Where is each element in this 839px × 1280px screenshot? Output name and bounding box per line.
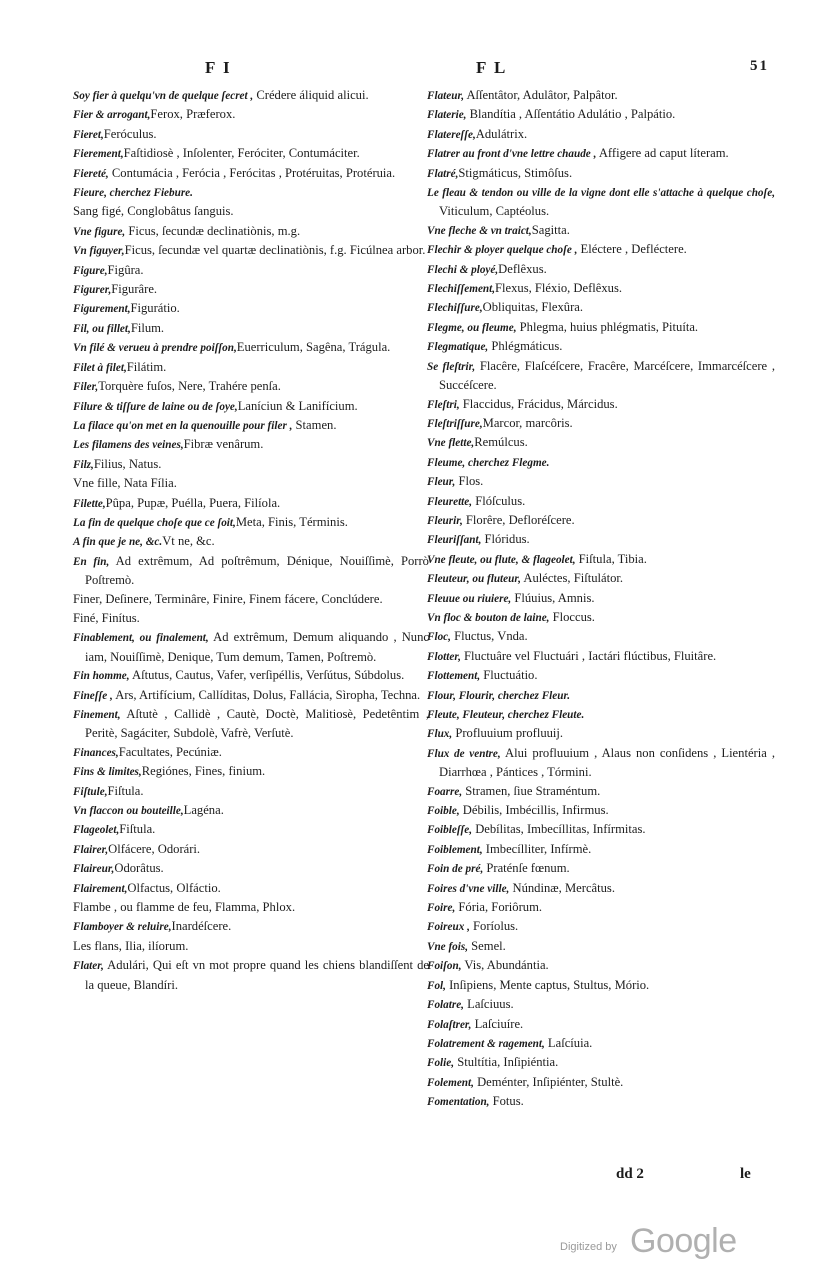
- french-headword: Fomentation,: [427, 1096, 490, 1109]
- french-headword: Vn flaccon ou bouteille,: [73, 805, 184, 818]
- dictionary-entry: [73, 686, 429, 705]
- latin-translation: Foríolus.: [469, 919, 519, 934]
- french-headword: Floc,: [427, 631, 451, 644]
- latin-translation: Sagitta.: [531, 222, 570, 237]
- french-headword: Flatrer au front d'vne lettre chaude ,: [427, 148, 597, 161]
- latin-translation: Torquère fuſos, Nere, Trahére penſa.: [98, 379, 281, 394]
- dictionary-entry: [73, 435, 429, 454]
- latin-translation: Deménter, Inſipiénter, Stultè.: [473, 1074, 624, 1089]
- french-headword: Fleurette,: [427, 495, 473, 508]
- dictionary-entry: [73, 222, 429, 241]
- latin-translation: Olfactus, Olfáctio.: [127, 880, 221, 895]
- french-headword: Fleurir,: [427, 514, 463, 527]
- latin-translation: Vne fille, Nata Fília.: [73, 476, 177, 491]
- french-headword: Fins & limites,: [73, 766, 142, 779]
- dictionary-entry: [427, 125, 775, 144]
- french-headword: Fin homme,: [73, 670, 130, 683]
- latin-translation: Aſtutus, Cautus, Vafer, verſipéllis, Verſútus, Súbdolus.: [129, 668, 405, 683]
- latin-translation: Fiſtula, Tibia.: [575, 551, 647, 566]
- latin-translation: Affigere ad caput líteram.: [596, 146, 729, 161]
- dictionary-entry: [73, 609, 429, 628]
- latin-translation: Regiónes, Fines, finium.: [141, 764, 266, 779]
- latin-translation: Flóridus.: [481, 532, 530, 547]
- dictionary-entry: [427, 995, 775, 1014]
- dictionary-entry: [73, 782, 429, 801]
- french-headword: Folie,: [427, 1057, 455, 1070]
- dictionary-entry: [427, 240, 775, 259]
- dictionary-entry: [427, 705, 775, 724]
- french-headword: Figure,: [73, 264, 108, 277]
- latin-translation: Euerriculum, Sagêna, Trágula.: [236, 340, 391, 355]
- latin-translation: Aſtutè , Callidè , Cautè, Doctè, Malitiosè, Pedetêntim , Peritè, Sagáciter, Subdolè, Vafrè, Verſutè.: [85, 707, 429, 741]
- french-headword: Flairer,: [73, 843, 109, 856]
- right-column: [427, 86, 775, 1112]
- latin-translation: Fibræ venârum.: [183, 437, 264, 452]
- latin-translation: Praténſe fœnum.: [483, 861, 570, 876]
- latin-translation: Laſcíuia.: [544, 1035, 593, 1050]
- french-headword: Folement,: [427, 1076, 474, 1089]
- dictionary-entry: [427, 86, 775, 105]
- dictionary-entry: [427, 530, 775, 549]
- dictionary-entry: [427, 569, 775, 588]
- latin-translation: Filátim.: [126, 359, 167, 374]
- latin-translation: Eléctere , Defléctere.: [577, 242, 687, 257]
- dictionary-entry: [427, 859, 775, 878]
- dictionary-entry: [427, 840, 775, 859]
- latin-translation: Fluctus, Vnda.: [450, 629, 528, 644]
- dictionary-entry: [427, 105, 775, 124]
- french-headword: Filer,: [73, 381, 99, 394]
- latin-translation: Ficus, ſecundæ declinatiònis, m.g.: [125, 223, 301, 238]
- french-headword: Les filamens des veines,: [73, 439, 184, 452]
- latin-translation: Núndinæ, Mercâtus.: [509, 880, 615, 895]
- dictionary-entry: [73, 241, 429, 260]
- catchword: le: [740, 1166, 751, 1182]
- french-headword: Flechi & ployé,: [427, 263, 499, 276]
- latin-translation: Deflêxus.: [498, 261, 547, 276]
- dictionary-entry: [427, 279, 775, 298]
- french-headword: Fier & arrogant,: [73, 109, 151, 122]
- french-headword: Fleume, cherchez Flegme.: [427, 456, 550, 469]
- latin-translation: Filius, Natus.: [93, 456, 162, 471]
- latin-translation: Alui profluuium , Alaus non conſidens , Lientéria , Diarrhœa , Pántices , Tórmini.: [439, 745, 775, 780]
- dictionary-entry: [427, 937, 775, 956]
- dictionary-entry: [73, 743, 429, 762]
- latin-translation: Flóſculus.: [472, 493, 526, 508]
- french-headword: Fierement,: [73, 148, 124, 161]
- french-headword: Vne figure,: [73, 225, 126, 238]
- french-headword: Finement,: [73, 709, 121, 721]
- header-middle-letters: F L: [476, 58, 508, 77]
- latin-translation: Floccus.: [549, 609, 595, 624]
- dictionary-entry: [427, 744, 775, 782]
- latin-translation: Stigmáticus, Stimôſus.: [458, 165, 573, 180]
- french-headword: Flottement,: [427, 670, 481, 683]
- dictionary-entry: [427, 357, 775, 395]
- dictionary-entry: [73, 552, 429, 590]
- french-headword: Fleſtriſſure,: [427, 417, 483, 430]
- latin-translation: Les flans, Ilia, ilíorum.: [73, 938, 189, 953]
- latin-translation: Contumácia , Ferócia , Ferócitas , Protéruitas, Protéruia.: [108, 165, 396, 180]
- dictionary-entry: [73, 261, 429, 280]
- french-headword: En fin,: [73, 555, 110, 568]
- french-headword: Flechiſſure,: [427, 302, 483, 315]
- left-column: [73, 86, 429, 994]
- latin-translation: Adulátrix.: [475, 126, 528, 141]
- dictionary-entry: [73, 455, 429, 474]
- latin-translation: Finer, Deſinere, Terminâre, Finire, Finem fácere, Conclúdere.: [73, 591, 383, 606]
- latin-translation: Auléctes, Fiſtulátor.: [520, 571, 624, 586]
- latin-translation: Inſipiens, Mente captus, Stultus, Mório.: [445, 977, 650, 992]
- french-headword: Flairement,: [73, 882, 128, 895]
- french-headword: Fieure, cherchez Fiebure.: [73, 187, 193, 200]
- dictionary-entry: [73, 879, 429, 898]
- french-headword: Figurement,: [73, 303, 131, 316]
- french-headword: Vn filé & verueu à prendre poiſſon,: [73, 342, 237, 355]
- dictionary-entry: [427, 608, 775, 627]
- latin-translation: Stramen, ſiue Straméntum.: [462, 783, 601, 798]
- dictionary-entry: [73, 144, 429, 163]
- latin-translation: Facultates, Pecúniæ.: [118, 744, 222, 759]
- dictionary-entry: [427, 550, 775, 569]
- dictionary-entry: [73, 183, 429, 202]
- dictionary-entry: [427, 1092, 775, 1111]
- french-headword: Filure & tiſſure de laine ou de ſoye,: [73, 400, 238, 413]
- dictionary-entry: [73, 397, 429, 416]
- french-headword: Flechir & ployer quelque choſe ,: [427, 244, 578, 257]
- dictionary-entry: [427, 492, 775, 511]
- dictionary-entry: [73, 666, 429, 685]
- french-headword: Foible,: [427, 805, 460, 818]
- latin-translation: Profluuium profluuij.: [452, 726, 564, 741]
- dictionary-entry: [73, 513, 429, 532]
- latin-translation: Remúlcus.: [474, 435, 528, 450]
- dictionary-entry: [427, 879, 775, 898]
- french-headword: Soy fier à quelqu'vn de quelque ſecret ,: [73, 90, 254, 102]
- dictionary-entry: [427, 917, 775, 936]
- latin-translation: Odorâtus.: [114, 861, 164, 876]
- french-headword: Folatre,: [427, 999, 464, 1012]
- dictionary-entry: [73, 840, 429, 859]
- dictionary-entry: [73, 937, 429, 956]
- french-headword: Le fleau & tendon ou ville de la vigne dont elle s'attache à quelque choſe,: [427, 187, 775, 200]
- latin-translation: Fória, Foriôrum.: [455, 900, 543, 915]
- latin-translation: Ad extrêmum, Ad poſtrêmum, Dénique, Nouiſſimè, Porrò Poſtremò.: [85, 553, 429, 588]
- dictionary-entry: [73, 299, 429, 318]
- latin-translation: Filum.: [130, 320, 165, 335]
- french-headword: Foiblement,: [427, 843, 483, 856]
- header-left-letters: F I: [205, 58, 232, 77]
- french-headword: Vn floc & bouton de laine,: [427, 611, 550, 624]
- dictionary-entry: [427, 647, 775, 666]
- watermark-google-logo: Google: [630, 1222, 737, 1260]
- latin-translation: Inardéſcere.: [171, 919, 232, 934]
- french-headword: Vne flette,: [427, 437, 475, 450]
- dictionary-entry: [427, 724, 775, 743]
- dictionary-entry: [427, 820, 775, 839]
- dictionary-entry: [73, 280, 429, 299]
- french-headword: Figurer,: [73, 284, 112, 297]
- latin-translation: Pûpa, Pupæ, Puélla, Puera, Filíola.: [105, 495, 281, 510]
- latin-translation: Fotus.: [489, 1094, 524, 1109]
- french-headword: Fleur,: [427, 476, 456, 489]
- dictionary-entry: [73, 338, 429, 357]
- dictionary-entry: [427, 414, 775, 433]
- french-headword: Folatrement & ragement,: [427, 1037, 545, 1050]
- french-headword: Fol,: [427, 979, 446, 992]
- french-headword: Flour, Flourir, cherchez Fleur.: [427, 689, 570, 702]
- french-headword: Foireux ,: [427, 921, 470, 934]
- french-headword: Flegmatique,: [427, 341, 489, 354]
- dictionary-entry: [427, 627, 775, 646]
- latin-translation: Florêre, Defloréſcere.: [462, 512, 575, 527]
- latin-translation: Laníciun & Lanifícium.: [237, 398, 358, 413]
- dictionary-entry: [427, 221, 775, 240]
- french-headword: Se fleſtrir,: [427, 360, 476, 373]
- latin-translation: Viticulum, Captéolus.: [439, 204, 550, 219]
- latin-translation: Crédere áliquid alicui.: [253, 88, 369, 102]
- latin-translation: Sang figé, Conglobâtus ſanguis.: [73, 204, 234, 219]
- french-headword: Flotter,: [427, 650, 461, 663]
- french-headword: Flatereſſe,: [427, 128, 476, 141]
- dictionary-entry: [427, 164, 775, 183]
- dictionary-entry: [73, 590, 429, 609]
- latin-translation: Phlegma, huius phlégmatis, Pituíta.: [516, 319, 699, 334]
- french-headword: A fin que je ne, &c.: [73, 536, 163, 549]
- dictionary-entry: [427, 433, 775, 452]
- latin-translation: Imbecílliter, Infírmè.: [482, 841, 592, 856]
- dictionary-entry: [427, 782, 775, 801]
- dictionary-entry: [73, 202, 429, 221]
- french-headword: Flechiſſement,: [427, 283, 496, 296]
- latin-translation: Faſtidiosè , Inſolenter, Feróciter, Contumáciter.: [123, 146, 360, 161]
- dictionary-entry: [427, 666, 775, 685]
- latin-translation: Phlégmáticus.: [488, 339, 563, 354]
- french-headword: Foire,: [427, 902, 456, 915]
- french-headword: Flaireur,: [73, 863, 115, 876]
- latin-translation: Figurâre.: [111, 282, 158, 297]
- french-headword: Folaſtrer,: [427, 1018, 472, 1031]
- dictionary-entry: [427, 1034, 775, 1053]
- latin-translation: Adulári, Qui eſt vn mot propre quand les chiens blandiſſent de la queue, Blandíri.: [85, 958, 429, 992]
- dictionary-entry: [73, 474, 429, 493]
- french-headword: Filette,: [73, 497, 106, 510]
- french-headword: Flageolet,: [73, 824, 120, 837]
- dictionary-entry: [73, 319, 429, 338]
- latin-translation: Blandítia , Aſſentátio Adulátio , Palpátio.: [466, 107, 676, 122]
- french-headword: La filace qu'on met en la quenouille pour filer ,: [73, 419, 293, 432]
- french-headword: Fieret,: [73, 128, 104, 141]
- dictionary-entry: [73, 859, 429, 878]
- dictionary-entry: [427, 976, 775, 995]
- dictionary-entry: [427, 956, 775, 975]
- dictionary-entry: [73, 705, 429, 743]
- french-headword: Flamboyer & reluire,: [73, 921, 172, 934]
- dictionary-entry: [73, 494, 429, 513]
- dictionary-entry: [73, 820, 429, 839]
- latin-translation: Laſciuíre.: [471, 1016, 524, 1031]
- french-headword: Vne fois,: [427, 940, 469, 953]
- latin-translation: Meta, Finis, Términis.: [235, 514, 348, 529]
- dictionary-entry: [427, 183, 775, 221]
- latin-translation: Fiſtula.: [119, 822, 156, 837]
- latin-translation: Flambe , ou flamme de feu, Flamma, Phlox.: [73, 900, 296, 915]
- dictionary-entry: [427, 144, 775, 163]
- dictionary-entry: [427, 589, 775, 608]
- dictionary-entry: [427, 298, 775, 317]
- dictionary-entry: [73, 898, 429, 917]
- french-headword: Fiſtule,: [73, 785, 108, 798]
- dictionary-entry: [427, 1053, 775, 1072]
- french-headword: Flaterie,: [427, 109, 467, 122]
- latin-translation: Olfácere, Odorári.: [108, 841, 201, 856]
- latin-translation: Obliquitas, Flexûra.: [482, 300, 584, 315]
- dictionary-entry: [427, 898, 775, 917]
- dictionary-entry: [73, 956, 429, 994]
- french-headword: Flux,: [427, 728, 453, 741]
- french-headword: Foibleſſe,: [427, 824, 473, 837]
- french-headword: Filet à filet,: [73, 361, 127, 374]
- french-headword: Foires d'vne ville,: [427, 882, 510, 895]
- latin-translation: Fluctuátio.: [480, 668, 538, 683]
- latin-translation: Flaccidus, Frácidus, Márcidus.: [459, 396, 618, 411]
- latin-translation: Flexus, Fléxio, Deflêxus.: [495, 281, 623, 296]
- dictionary-entry: [73, 532, 429, 551]
- dictionary-entry: [427, 260, 775, 279]
- dictionary-entry: [73, 358, 429, 377]
- dictionary-entry: [427, 686, 775, 705]
- page-number: 51: [750, 58, 769, 74]
- latin-translation: Semel.: [468, 938, 506, 953]
- french-headword: Fleuriſſant,: [427, 534, 482, 547]
- french-headword: Flux de ventre,: [427, 747, 501, 760]
- dictionary-entry: [427, 337, 775, 356]
- french-headword: Fiereté,: [73, 167, 109, 180]
- dictionary-entry: [427, 318, 775, 337]
- dictionary-entry: [427, 511, 775, 530]
- french-headword: Fleſtri,: [427, 398, 460, 411]
- latin-translation: Flos.: [455, 474, 484, 489]
- watermark-digitized-by: Digitized by: [560, 1241, 617, 1253]
- french-headword: Flatré,: [427, 167, 459, 180]
- latin-translation: Figurátio.: [130, 301, 180, 316]
- dictionary-entry: [427, 801, 775, 820]
- french-headword: Foin de pré,: [427, 863, 484, 876]
- french-headword: Filz,: [73, 458, 94, 471]
- dictionary-entry: [73, 762, 429, 781]
- dictionary-entry: [427, 472, 775, 491]
- latin-translation: Fluctuâre vel Fluctuári , Iactári flúctibus, Fluitâre.: [460, 648, 717, 663]
- french-headword: Vne fleute, ou flute, & flageolet,: [427, 553, 576, 566]
- french-headword: La fin de quelque choſe que ce ſoit,: [73, 516, 236, 529]
- latin-translation: Débilis, Imbécillis, Infirmus.: [459, 803, 609, 818]
- latin-translation: Vis, Abundántia.: [461, 958, 549, 973]
- signature-mark: dd 2: [616, 1166, 644, 1182]
- latin-translation: Vt ne, &c.: [162, 534, 215, 549]
- latin-translation: Feróculus.: [103, 126, 157, 141]
- french-headword: Fleute, Fleuteur, cherchez Fleute.: [427, 709, 585, 721]
- latin-translation: Lagéna.: [183, 803, 224, 818]
- latin-translation: Ad extrêmum, Demum aliquando , Nunc iam, Nouiſſimè, Denique, Tum demum, Tamen, Poſtremò.: [85, 630, 429, 664]
- latin-translation: Ficus, ſecundæ vel quartæ declinatiònis, f.g. Ficúlnea arbor.: [124, 243, 426, 258]
- latin-translation: Marcor, marcôris.: [482, 415, 573, 430]
- latin-translation: Debílitas, Imbecíllitas, Infírmitas.: [472, 822, 646, 837]
- latin-translation: Figûra.: [107, 262, 144, 277]
- latin-translation: Finé, Finítus.: [73, 610, 140, 625]
- dictionary-entry: [427, 453, 775, 472]
- french-headword: Fleuue ou riuiere,: [427, 592, 512, 605]
- dictionary-entry: [73, 377, 429, 396]
- latin-translation: Aſſentâtor, Adulâtor, Palpâtor.: [464, 88, 618, 102]
- french-headword: Foiſon,: [427, 960, 462, 973]
- french-headword: Vne fleche & vn traict,: [427, 224, 532, 237]
- latin-translation: Stamen.: [292, 417, 337, 432]
- latin-translation: Ferox, Præferox.: [150, 107, 236, 122]
- latin-translation: Fiſtula.: [107, 783, 144, 798]
- latin-translation: Stultítia, Inſipiéntia.: [454, 1055, 559, 1070]
- french-headword: Vn figuyer,: [73, 245, 125, 258]
- latin-translation: Ars, Artifícium, Callíditas, Dolus, Fallácia, Sìropha, Techna.: [112, 687, 421, 702]
- french-headword: Fil, ou fillet,: [73, 322, 131, 335]
- latin-translation: Flacêre, Flaſcéſcere, Fracêre, Marcéſcere, Immarcéſcere , Succéſcere.: [439, 358, 775, 393]
- french-headword: Flegme, ou fleume,: [427, 321, 517, 334]
- dictionary-entry: [427, 1073, 775, 1092]
- french-headword: Foarre,: [427, 785, 463, 798]
- french-headword: Fleuteur, ou fluteur,: [427, 573, 521, 586]
- dictionary-entry: [73, 917, 429, 936]
- dictionary-entry: [73, 86, 429, 105]
- dictionary-entry: [73, 801, 429, 820]
- dictionary-entry: [427, 395, 775, 414]
- dictionary-entry: [427, 1015, 775, 1034]
- dictionary-entry: [73, 105, 429, 124]
- latin-translation: Flúuius, Amnis.: [511, 590, 595, 605]
- dictionary-entry: [73, 125, 429, 144]
- french-headword: Fineſſe ,: [73, 689, 113, 702]
- french-headword: Flateur,: [427, 90, 464, 102]
- french-headword: Flater,: [73, 960, 104, 973]
- dictionary-entry: [73, 416, 429, 435]
- latin-translation: Laſciuus.: [463, 997, 514, 1012]
- dictionary-entry: [73, 164, 429, 183]
- dictionary-entry: [73, 628, 429, 666]
- french-headword: Finablement, ou finalement,: [73, 632, 209, 645]
- french-headword: Finances,: [73, 746, 119, 759]
